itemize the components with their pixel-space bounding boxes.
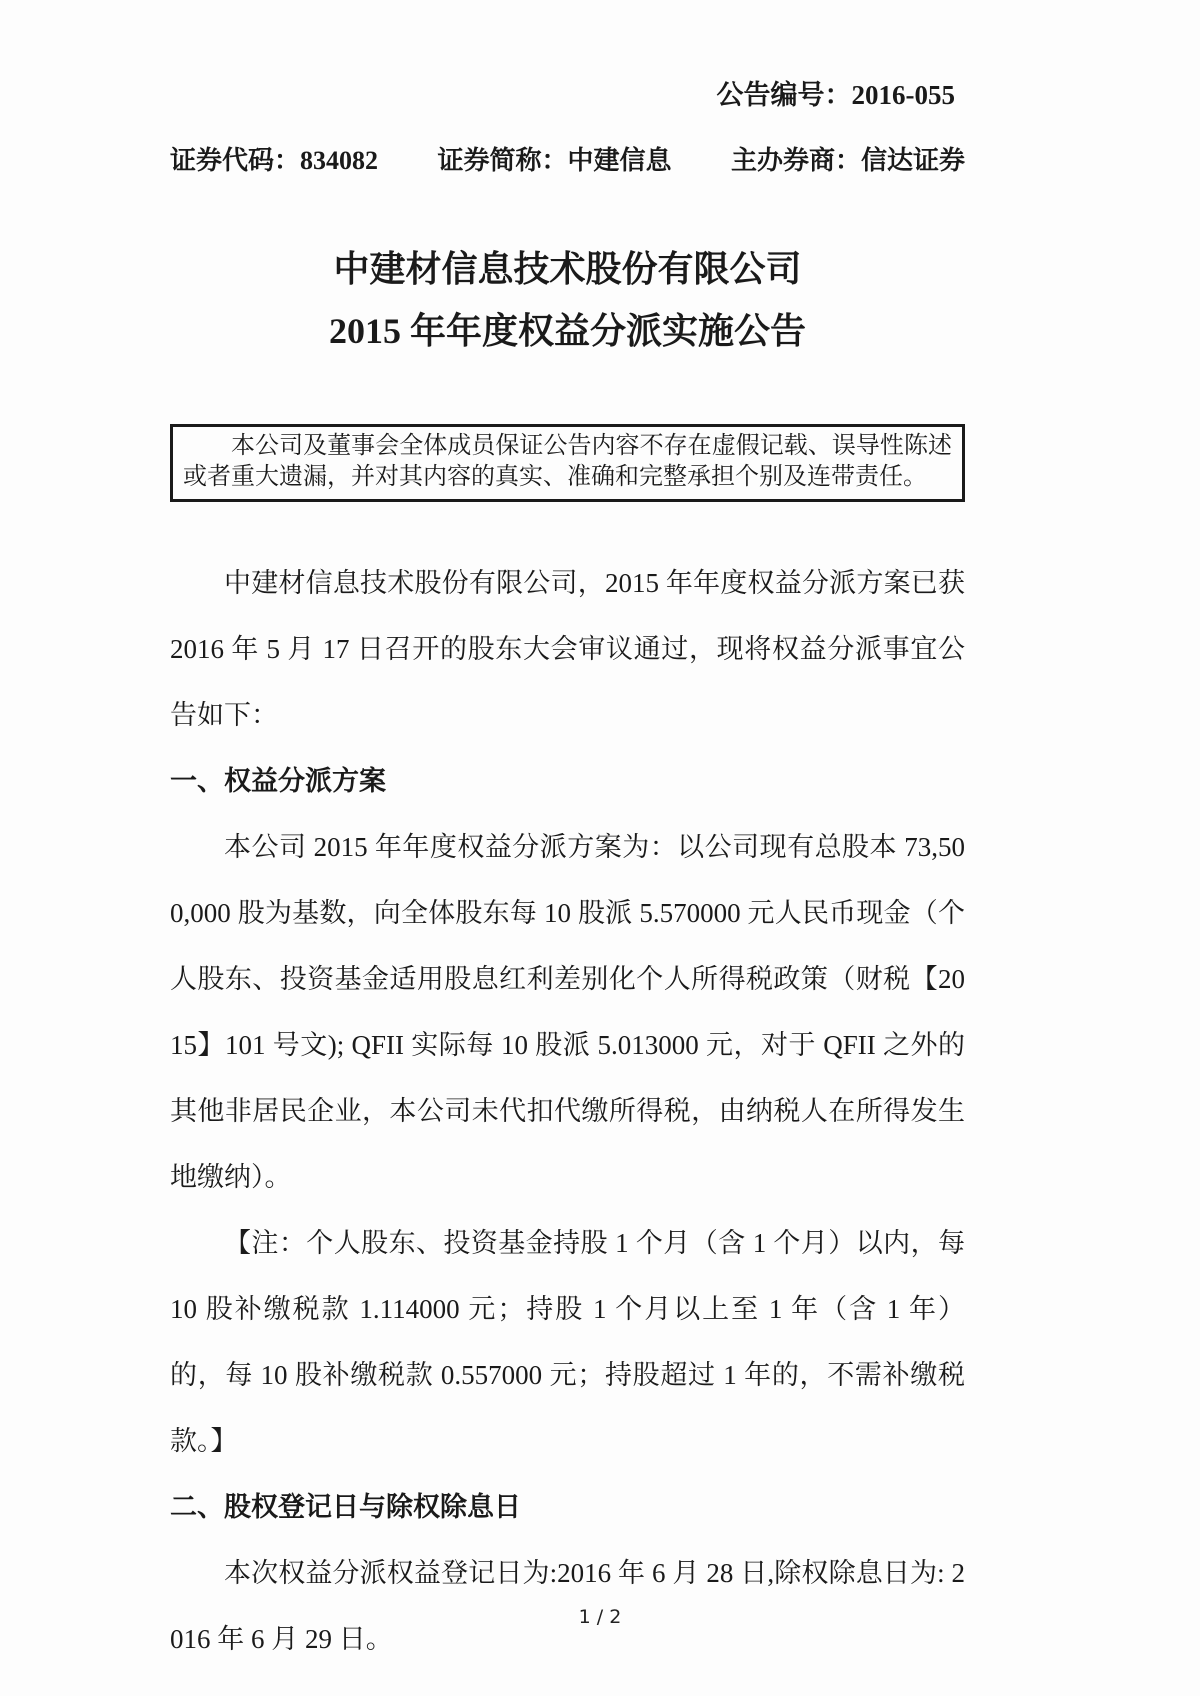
document-title-line1: 中建材信息技术股份有限公司 xyxy=(333,249,802,289)
section2-heading: 二、股权登记日与除权除息日 xyxy=(170,1492,521,1522)
section1-note-paragraph: 【注：个人股东、投资基金持股 1 个月（含 1 个月）以内，每 10 股补缴税款 1.114000 元；持股 1 个月以上至 1 年（含 1 年）的，每 10 股补缴税款 0.557000 元；持股超过 1 年的，不需补缴税款。】 xyxy=(170,1228,965,1456)
document-title-line2: 2015 年年度权益分派实施公告 xyxy=(328,311,806,351)
page-number-indicator: 1 / 2 xyxy=(578,1606,622,1628)
section1-paragraph: 本公司 2015 年年度权益分派方案为：以公司现有总股本 73,500,000 股为基数，向全体股东每 10 股派 5.570000 元人民币现金（个人股东、投资基金适用股息红利差别化个人所得税政策（财税【2015】101 号文); QFII 实际每 10 股派 5.013000 元，对于 QFII 之外的其他非居民企业，本公司未代扣代缴所得税，由纳税人在所得发生地缴纳）。 xyxy=(170,832,965,1192)
securities-info-row xyxy=(170,144,965,178)
announcement-number: 公告编号：2016-055 xyxy=(716,80,955,110)
disclaimer-text: 本公司及董事会全体成员保证公告内容不存在虚假记载、误导性陈述或者重大遗漏，并对其内容的真实、准确和完整承担个别及连带责任。 xyxy=(183,433,952,490)
disclaimer-box xyxy=(170,424,965,502)
stock-short-name-label: 证券简称：中建信息 xyxy=(437,146,672,175)
document-title xyxy=(170,238,965,362)
intro-paragraph: 中建材信息技术股份有限公司，2015 年年度权益分派方案已获 2016 年 5 月 17 日召开的股东大会审议通过，现将权益分派事宜公告如下： xyxy=(170,568,965,730)
section1-heading: 一、权益分派方案 xyxy=(170,766,386,796)
section2-paragraph: 本次权益分派权益登记日为:2016 年 6 月 28 日,除权除息日为: 2016 年 6 月 29 日。 xyxy=(170,1558,965,1654)
document-body xyxy=(170,550,965,1672)
sponsor-label: 主办券商：信达证券 xyxy=(730,146,965,175)
stock-code-label: 证券代码：834082 xyxy=(170,146,379,175)
